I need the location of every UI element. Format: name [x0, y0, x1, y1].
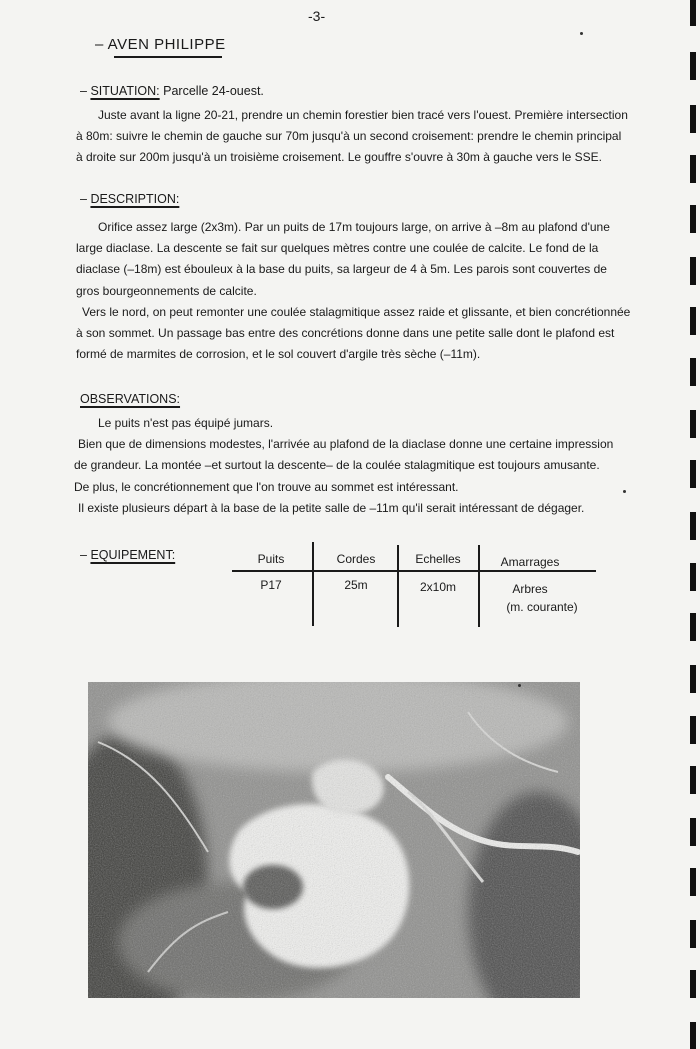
- binding-mark: [690, 818, 696, 846]
- binding-mark: [690, 460, 696, 488]
- description-heading: DESCRIPTION:: [90, 192, 180, 206]
- table-header-rule: [232, 570, 596, 572]
- binding-mark: [690, 613, 696, 641]
- title-underline: [114, 56, 222, 58]
- cell-cordes: 25m: [344, 578, 368, 592]
- speck: [623, 490, 626, 493]
- col-header-echelles: Echelles: [415, 552, 461, 566]
- binding-mark: [690, 257, 696, 285]
- page-title: – AVEN PHILIPPE: [95, 36, 226, 53]
- equipement-heading-row: – EQUIPEMENT:: [80, 548, 176, 562]
- binding-mark: [690, 665, 696, 693]
- description-line: Vers le nord, on peut remonter une coulée stalagmitique assez raide et glissante, et bien concrétionnée: [82, 304, 631, 319]
- description-paragraph: [76, 217, 636, 365]
- binding-mark: [690, 358, 696, 386]
- binding-mark: [690, 410, 696, 438]
- situation-heading-row: – SITUATION: Parcelle 24-ouest.: [80, 84, 264, 98]
- binding-mark: [690, 52, 696, 80]
- speck: [580, 32, 583, 35]
- equipement-heading: EQUIPEMENT:: [90, 548, 176, 562]
- binding-mark: [690, 766, 696, 794]
- description-line: diaclase (–18m) est ébouleux à la base du puits, sa largeur de 4 à 5m. Les parois sont couvertes de: [76, 262, 607, 277]
- page-number: -3-: [308, 8, 326, 24]
- situation-paragraph: [76, 105, 634, 169]
- photo-image: [88, 682, 580, 998]
- binding-mark: [690, 155, 696, 183]
- binding-mark: [690, 716, 696, 744]
- description-line: gros bourgeonnements de calcite.: [76, 283, 257, 298]
- observations-line: Le puits n'est pas équipé jumars.: [98, 416, 274, 430]
- binding-mark: [690, 205, 696, 233]
- binding-mark: [690, 920, 696, 948]
- binding-mark: [690, 105, 696, 133]
- col-header-puits: Puits: [257, 552, 285, 566]
- description-line: à son sommet. Un passage bas entre des concrétions donne dans une petite salle dont le plafond est: [76, 326, 615, 341]
- observations-heading: OBSERVATIONS:: [80, 392, 181, 406]
- description-line: Orifice assez large (2x3m). Par un puits de 17m toujours large, on arrive à –8m au plafond d'une: [98, 220, 610, 234]
- description-heading-row: – DESCRIPTION:: [80, 192, 180, 206]
- cell-amarrages: Arbres: [512, 582, 548, 596]
- col-header-cordes: Cordes: [336, 552, 376, 566]
- cave-entrance-photo: [88, 682, 580, 998]
- observations-line: Il existe plusieurs départ à la base de la petite salle de –11m qu'il serait intéressant de dégager.: [78, 500, 585, 515]
- binding-mark: [690, 970, 696, 998]
- col-header-amarrages: Amarrages: [500, 555, 560, 569]
- binding-mark: [690, 1022, 696, 1049]
- observations-heading-row: [80, 392, 180, 406]
- observations-paragraph: [74, 413, 634, 519]
- binding-mark: [690, 563, 696, 591]
- situation-inline: Parcelle 24-ouest.: [163, 84, 264, 98]
- speck: [518, 684, 521, 687]
- observations-line: de grandeur. La montée –et surtout la descente– de la coulée stalagmitique est toujours amusante.: [74, 458, 600, 473]
- observations-line: Bien que de dimensions modestes, l'arrivée au plafond de la diaclase donne une certaine impression: [78, 437, 614, 452]
- observations-line: De plus, le concrétionnement que l'on trouve au sommet est intéressant.: [74, 479, 459, 494]
- situation-line: à 80m: suivre le chemin de gauche sur 70m jusqu'à un second croisement: prendre le chemin principal: [76, 129, 622, 144]
- description-line: large diaclase. La descente se fait sur quelques mètres contre une coulée de calcite. Le fond de la: [76, 241, 599, 256]
- cell-amarrages-note: (m. courante): [506, 600, 578, 614]
- binding-mark: [690, 868, 696, 896]
- binding-mark: [690, 0, 696, 26]
- situation-line: Juste avant la ligne 20-21, prendre un chemin forestier bien tracé vers l'ouest. Première intersection: [98, 108, 628, 122]
- situation-heading: SITUATION:: [90, 84, 160, 98]
- situation-line: à droite sur 200m jusqu'à un troisième croisement. Le gouffre s'ouvre à 30m à gauche vers le SSE.: [76, 150, 602, 165]
- binding-mark: [690, 512, 696, 540]
- cell-puits: P17: [260, 578, 282, 592]
- binding-mark: [690, 307, 696, 335]
- cell-echelles: 2x10m: [419, 580, 457, 594]
- description-line: formé de marmites de corrosion, et le sol couvert d'argile très sèche (–11m).: [76, 347, 481, 362]
